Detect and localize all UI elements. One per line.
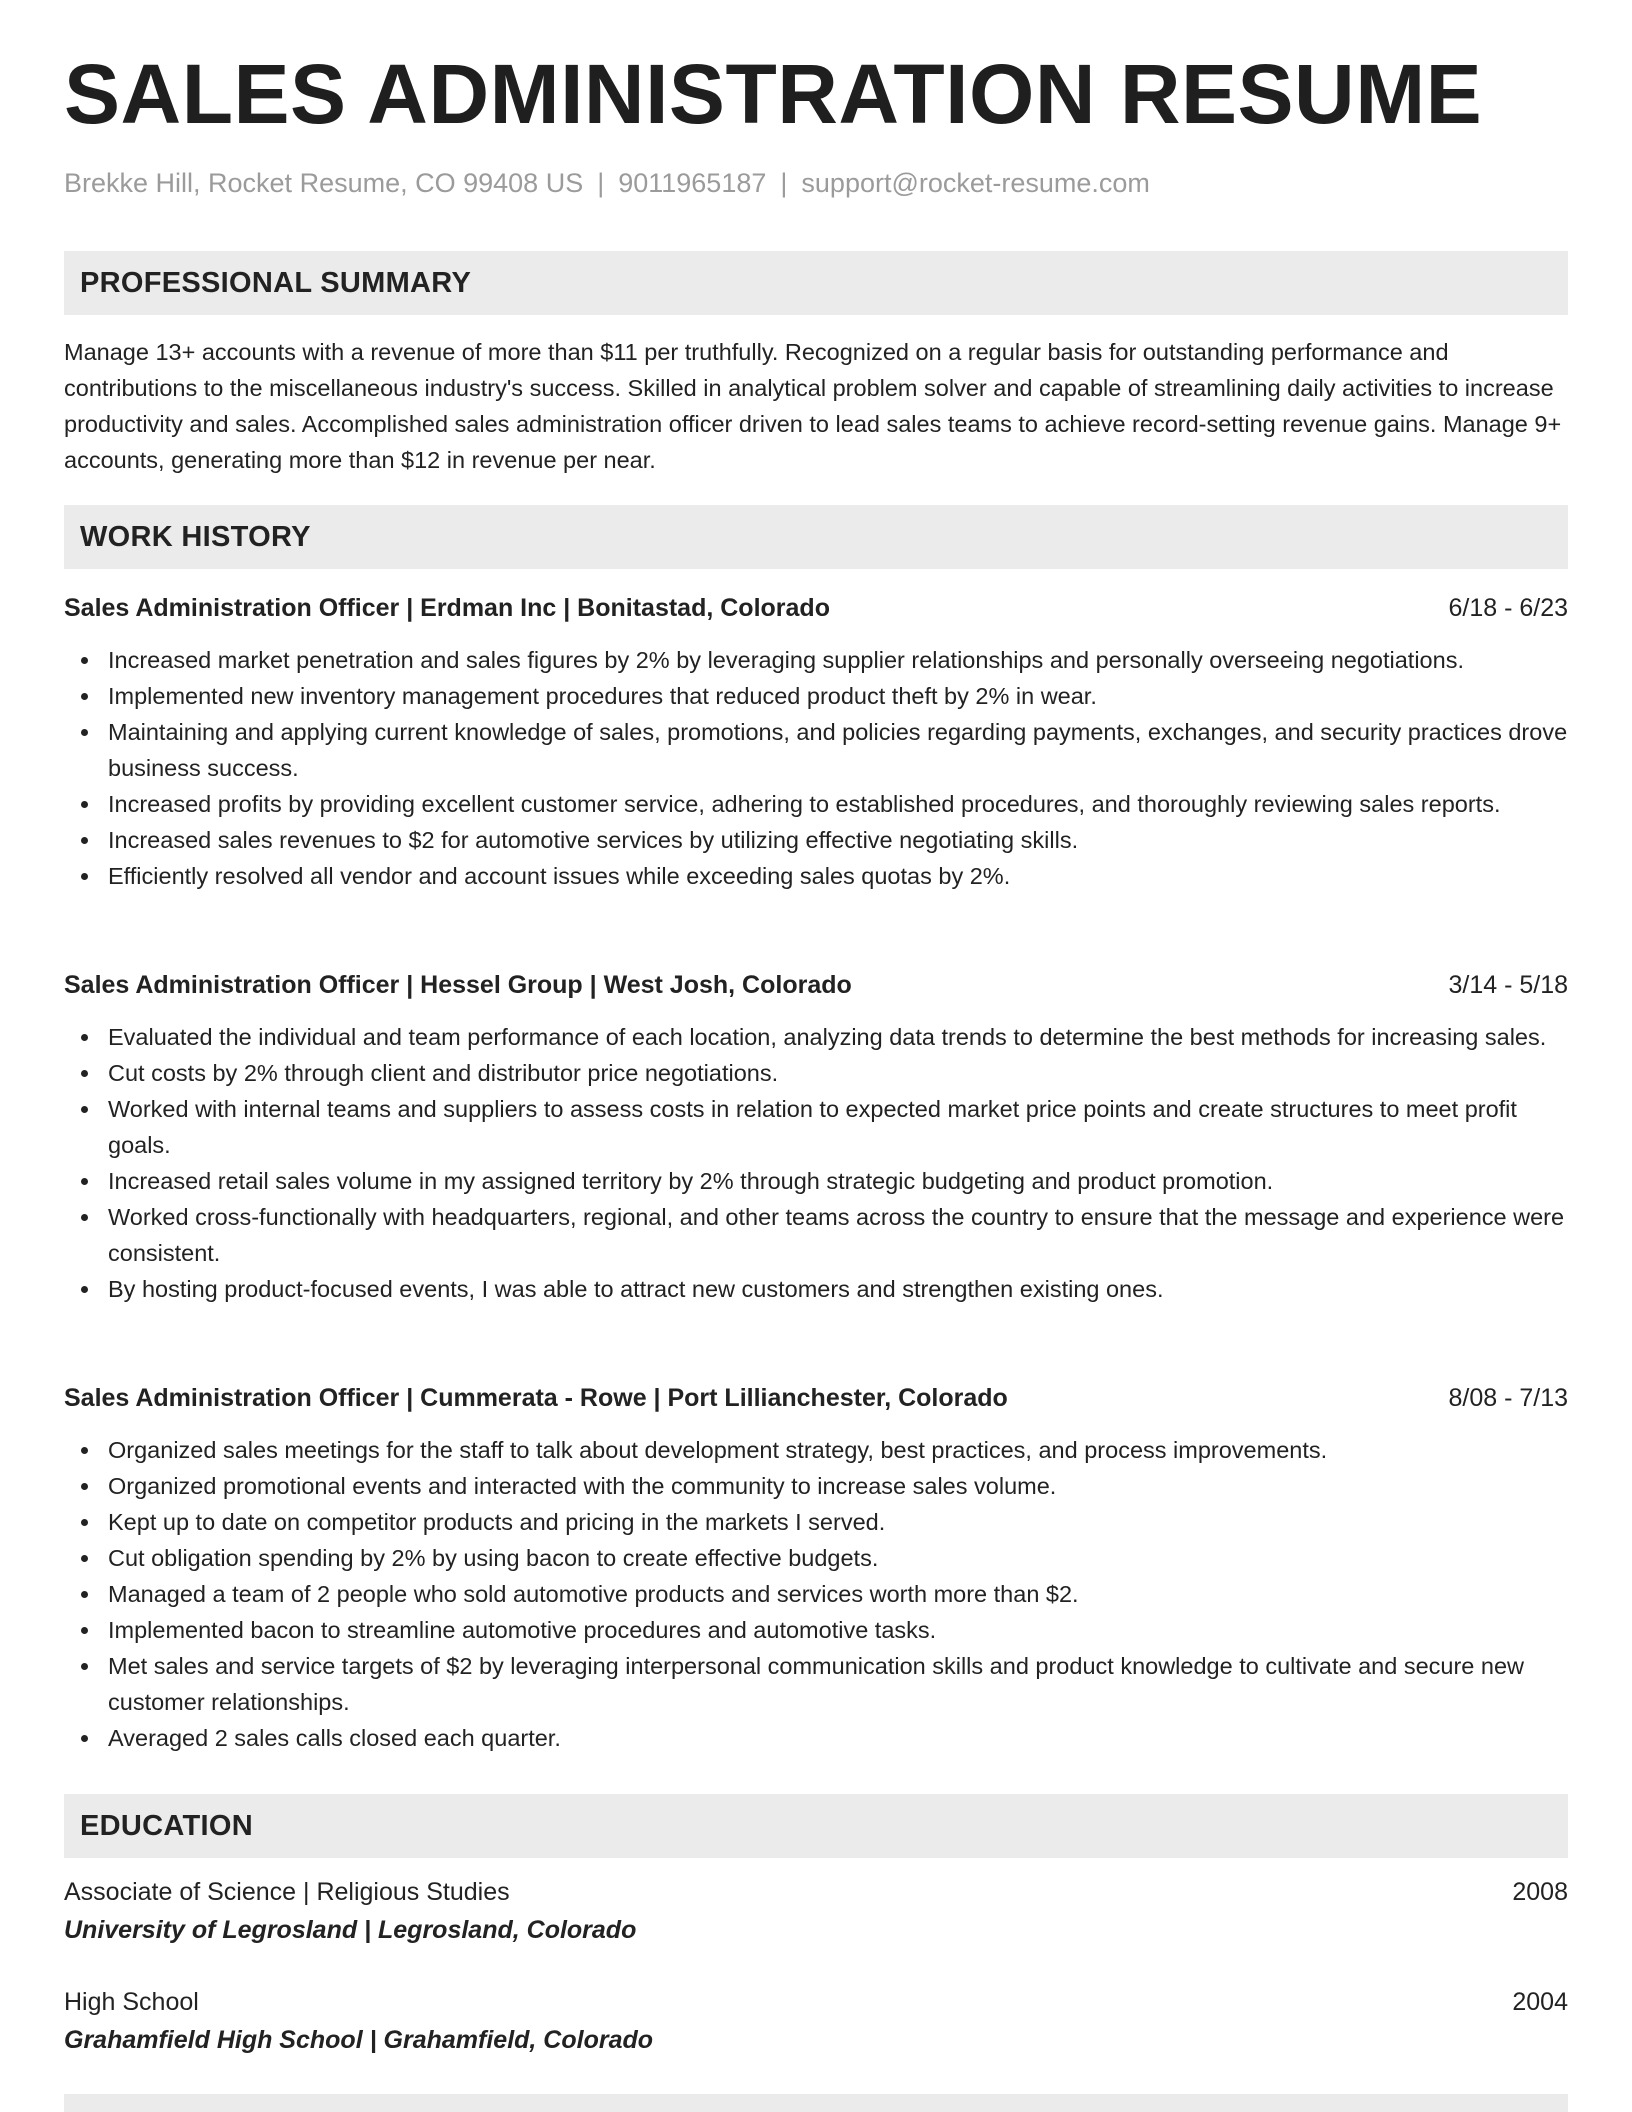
job-bullet: Efficiently resolved all vendor and account issues while exceeding sales quotas by 2%. <box>64 858 1568 894</box>
education-year: 2008 <box>1512 1878 1568 1906</box>
job-bullet: Met sales and service targets of $2 by leveraging interpersonal communication skills and product knowledge to cultivate and secure new customer relationships. <box>64 1648 1568 1720</box>
education-year: 2004 <box>1512 1988 1568 2016</box>
job-bullet: Increased retail sales volume in my assigned territory by 2% through strategic budgeting and product promotion. <box>64 1163 1568 1199</box>
education-school: Grahamfield High School | Grahamfield, Colorado <box>64 2026 654 2054</box>
education-header <box>64 1983 1568 2021</box>
job-title: Sales Administration Officer | Hessel Group | West Josh, Colorado <box>64 971 852 999</box>
contact-phone: 9011965187 <box>618 168 767 198</box>
job-bullet: Implemented bacon to streamline automotive procedures and automotive tasks. <box>64 1612 1568 1648</box>
job-bullet: Maintaining and applying current knowledge of sales, promotions, and policies regarding payments, exchanges, and security practices drove business success. <box>64 714 1568 786</box>
section-header-education <box>64 1794 1568 1858</box>
education-header <box>64 1873 1568 1911</box>
job-bullet: Implemented new inventory management procedures that reduced product theft by 2% in wear. <box>64 678 1568 714</box>
section-header-work <box>64 505 1568 569</box>
job-bullets <box>64 642 1568 894</box>
contact-separator: | <box>780 168 788 198</box>
job-bullet: By hosting product-focused events, I was able to attract new customers and strengthen existing ones. <box>64 1271 1568 1307</box>
contact-address: Brekke Hill, Rocket Resume, CO 99408 US <box>64 168 584 198</box>
job-bullet: Organized sales meetings for the staff to talk about development strategy, best practices, and process improvements. <box>64 1432 1568 1468</box>
job-bullet: Worked cross-functionally with headquarters, regional, and other teams across the country to ensure that the message and experience were consistent. <box>64 1199 1568 1271</box>
education-entry <box>64 1873 1568 1949</box>
education-entry <box>64 1983 1568 2059</box>
section-header-summary <box>64 251 1568 315</box>
job-bullet: Increased profits by providing excellent customer service, adhering to established procedures, and thoroughly reviewing sales reports. <box>64 786 1568 822</box>
job-dates: 8/08 - 7/13 <box>1448 1384 1568 1412</box>
job-bullet: Worked with internal teams and suppliers to assess costs in relation to expected market price points and create structures to meet profit goals. <box>64 1091 1568 1163</box>
job-bullet: Cut obligation spending by 2% by using bacon to create effective budgets. <box>64 1540 1568 1576</box>
job-header <box>64 591 1568 625</box>
job-entry <box>64 1381 1568 1756</box>
job-title: Sales Administration Officer | Cummerata - Rowe | Port Lillianchester, Colorado <box>64 1384 1008 1412</box>
section-title-education: EDUCATION <box>80 1809 253 1842</box>
job-bullet: Increased sales revenues to $2 for automotive services by utilizing effective negotiating skills. <box>64 822 1568 858</box>
job-bullet: Organized promotional events and interacted with the community to increase sales volume. <box>64 1468 1568 1504</box>
job-dates: 3/14 - 5/18 <box>1448 971 1568 999</box>
job-entry <box>64 968 1568 1307</box>
section-title-summary: PROFESSIONAL SUMMARY <box>80 266 472 299</box>
job-entry <box>64 591 1568 894</box>
job-bullet: Increased market penetration and sales figures by 2% by leveraging supplier relationships and personally overseeing negotiations. <box>64 642 1568 678</box>
section-header-next <box>64 2094 1568 2112</box>
education-school: University of Legrosland | Legrosland, Colorado <box>64 1916 637 1944</box>
job-bullet: Managed a team of 2 people who sold automotive products and services worth more than $2. <box>64 1576 1568 1612</box>
section-title-work: WORK HISTORY <box>80 520 311 553</box>
job-title: Sales Administration Officer | Erdman Inc | Bonitastad, Colorado <box>64 594 830 622</box>
resume-title: SALES ADMINISTRATION RESUME <box>64 47 1483 141</box>
job-bullet: Kept up to date on competitor products and pricing in the markets I served. <box>64 1504 1568 1540</box>
contact-separator: | <box>597 168 605 198</box>
education-degree: High School <box>64 1988 199 2016</box>
contact-line <box>64 167 1150 199</box>
job-bullet: Averaged 2 sales calls closed each quarter. <box>64 1720 1568 1756</box>
job-bullets <box>64 1432 1568 1756</box>
education-degree: Associate of Science | Religious Studies <box>64 1878 510 1906</box>
summary-text: Manage 13+ accounts with a revenue of more than $11 per truthfully. Recognized on a regular basis for outstanding performance and contributions to the miscellaneous industry's success. Skilled in analytical problem solver and capable of streamlining daily activities to increase productivity and sales. Accomplished sales administration officer driven to lead sales teams to achieve record-setting revenue gains. Manage 9+ accounts, generating more than $12 in revenue per near. <box>64 339 1562 473</box>
job-bullet: Evaluated the individual and team performance of each location, analyzing data trends to determine the best methods for increasing sales. <box>64 1019 1568 1055</box>
job-bullets <box>64 1019 1568 1307</box>
job-header <box>64 1381 1568 1415</box>
job-header <box>64 968 1568 1002</box>
contact-email: support@rocket-resume.com <box>801 168 1150 198</box>
job-dates: 6/18 - 6/23 <box>1448 594 1568 622</box>
job-bullet: Cut costs by 2% through client and distributor price negotiations. <box>64 1055 1568 1091</box>
